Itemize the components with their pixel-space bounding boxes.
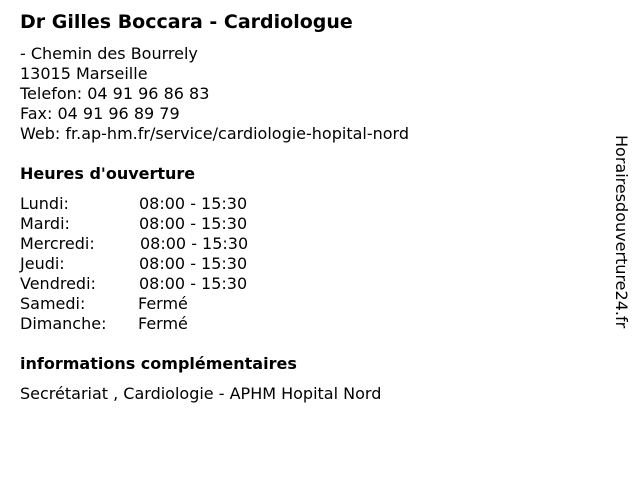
additional-info-text: Secrétariat , Cardiologie - APHM Hopital Nord <box>20 384 382 403</box>
day-label: Samedi: <box>20 294 86 313</box>
day-label: Jeudi: <box>20 254 65 273</box>
time-value: 08:00 - 15:30 <box>139 254 248 273</box>
time-value: 08:00 - 15:30 <box>139 274 248 293</box>
time-value: 08:00 - 15:30 <box>139 194 248 213</box>
page-title: Dr Gilles Boccara - Cardiologue <box>20 11 353 33</box>
time-value: Fermé <box>138 294 188 313</box>
day-label: Mardi: <box>20 214 70 233</box>
street-address: - Chemin des Bourrely <box>20 44 198 63</box>
day-label: Vendredi: <box>20 274 96 293</box>
city: 13015 Marseille <box>20 64 148 83</box>
time-value: 08:00 - 15:30 <box>139 214 248 233</box>
time-value: 08:00 - 15:30 <box>140 234 249 253</box>
day-label: Mercredi: <box>20 234 95 253</box>
opening-hours-heading: Heures d'ouverture <box>20 164 196 183</box>
address-block <box>20 44 409 144</box>
site-watermark: Horairesdouverture24.fr <box>612 135 631 329</box>
website: Web: fr.ap-hm.fr/service/cardiologie-hopital-nord <box>20 124 409 143</box>
time-value: Fermé <box>138 314 188 333</box>
phone-number: Telefon: 04 91 96 86 83 <box>20 84 210 103</box>
additional-info-heading: informations complémentaires <box>20 354 297 373</box>
day-label: Lundi: <box>20 194 69 213</box>
fax-number: Fax: 04 91 96 89 79 <box>20 104 180 123</box>
day-label: Dimanche: <box>20 314 107 333</box>
